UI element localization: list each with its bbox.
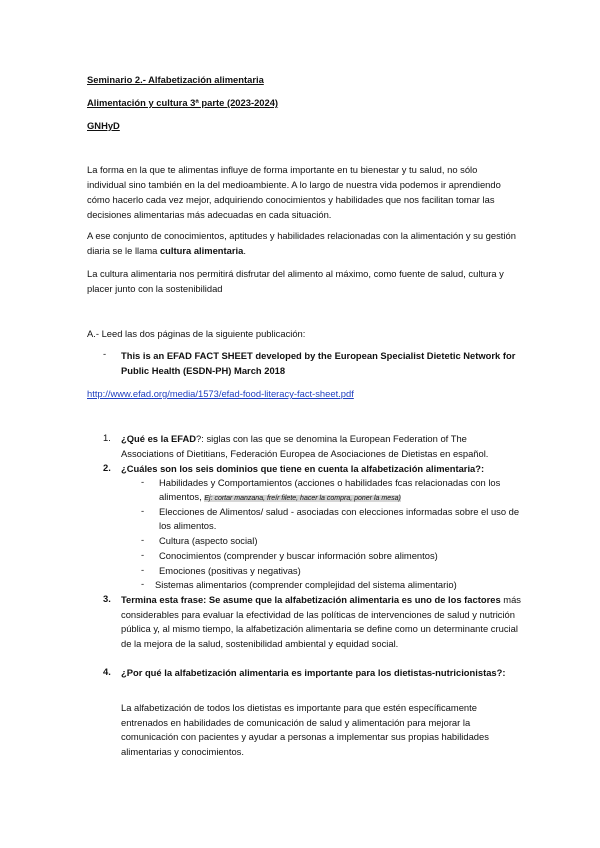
example-highlight: Ej: cortar manzana, freír filete, hacer la compra, poner la mesa) (204, 495, 401, 502)
domain-dash: - (141, 505, 145, 516)
bullet-dash: - (103, 348, 107, 359)
domain-dash: - (141, 549, 145, 560)
domain-dash: - (141, 534, 145, 545)
q3-text: Termina esta frase: Se asume que la alfabetización alimentaria es uno de los factores más considerables para evaluar la efectividad de las políticas de intervenciones de salud y nutrición pública y, al mismo tiempo, la alfabetización alimentaria se define como un determinante crucial de la mejora de la salud, sostenibilidad ambiental y equidad social. (121, 594, 521, 649)
q4-number: 4. (103, 666, 111, 677)
domain-item: Habilidades y Comportamientos (acciones o habilidades fcas relacionadas con los alimentos, Ej: cortar manzana, freír filete, hacer la compra, poner la mesa) (159, 477, 501, 502)
seminar-title: Seminario 2.- Alfabetización alimentaria (87, 74, 264, 85)
q2-text: ¿Cuáles son los seis dominios que tiene en cuenta la alfabetización alimentaria?: (121, 463, 485, 474)
q3-number: 3. (103, 593, 111, 604)
domain-dash: - (141, 564, 145, 575)
intro-paragraph: La forma en la que te alimentas influye de forma importante en tu bienestar y tu salud, no sólo individual sino también en la del medioambiente. A lo largo de nuestra vida podemos ir aprendiendo cómo hacerlo cada vez mejor, adquiriendo conocimientos y habilidades que nos facilitan tomar las decisiones alimentarias más adecuadas en cada situación. (87, 164, 501, 220)
q4-answer: La alfabetización de todos los dietistas es importante para que estén específicamente entrenados en habilidades de comunicación de salud y alimentación para mejorar la comunicación con pacientes y ayudar a personas a implementar sus propias habilidades alimentarias y conocimientos. (121, 702, 489, 757)
instruction-text: A.- Leed las dos páginas de la siguiente publicación: (87, 328, 306, 339)
q4-text: ¿Por qué la alfabetización alimentaria es importante para los dietistas-nutricionistas?: (121, 667, 506, 678)
domain-item: Sistemas alimentarios (comprender complejidad del sistema alimentario) (155, 579, 457, 590)
domain-dash: - (141, 578, 145, 589)
culture-paragraph: A ese conjunto de conocimientos, aptitudes y habilidades relacionadas con la alimentación y su gestión diaria se le llama cultura alimentaria. (87, 230, 516, 256)
domain-item: Cultura (aspecto social) (159, 535, 258, 546)
publication-link[interactable]: http://www.efad.org/media/1573/efad-food-literacy-fact-sheet.pdf (87, 388, 354, 399)
benefits-paragraph: La cultura alimentaria nos permitirá disfrutar del alimento al máximo, como fuente de salud, cultura y placer junto con la sostenibilidad (87, 268, 504, 294)
q2-number: 2. (103, 462, 111, 473)
q1-text: ¿Qué es la EFAD?: siglas con las que se denomina la European Federation of The Associations of Dietitians, Federación Europea de Asociaciones de Dietistas en español. (121, 433, 489, 459)
q1-number: 1. (103, 432, 111, 443)
publication-reference: This is an EFAD FACT SHEET developed by the European Specialist Dietetic Network for Public Health (ESDN-PH) March 2018 (121, 350, 516, 376)
domain-item: Elecciones de Alimentos/ salud - asociadas con elecciones informadas sobre el uso de los alimentos. (159, 506, 520, 531)
domain-item: Emociones (positivas y negativas) (159, 565, 301, 576)
domain-dash: - (141, 476, 145, 487)
domain-item: Conocimientos (comprender y buscar información sobre alimentos) (159, 550, 438, 561)
group-label: GNHyD (87, 120, 120, 131)
course-subtitle: Alimentación y cultura 3ª parte (2023-2024) (87, 97, 279, 108)
